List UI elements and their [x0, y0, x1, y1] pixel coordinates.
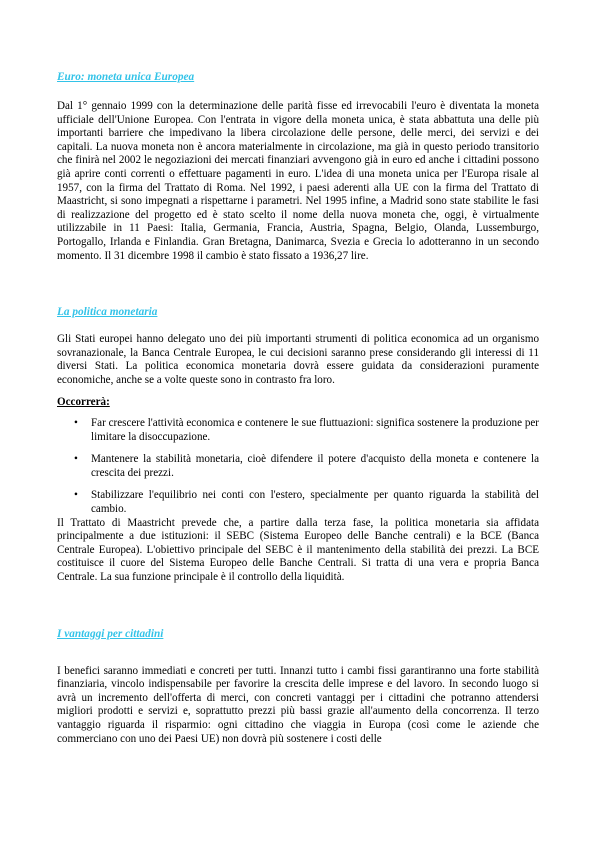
list-item-text: Mantenere la stabilità monetaria, cioè difendere il potere d'acquisto della moneta e contenere la crescita dei prezzi.: [91, 453, 539, 479]
list-item-text: Far crescere l'attività economica e contenere le sue fluttuazioni: significa sostenere la produzione per limitare la disoccupazione.: [91, 417, 539, 443]
section-heading-vantaggi[interactable]: I vantaggi per cittadini: [57, 627, 164, 640]
bullet-icon: •: [74, 489, 78, 502]
section-heading-euro[interactable]: Euro: moneta unica Europea: [57, 71, 195, 83]
subheading-occorrera: Occorrerà:: [57, 395, 110, 408]
document-page: [57, 70, 539, 746]
list-item: [57, 453, 539, 480]
bullet-icon: •: [74, 417, 78, 430]
paragraph-euro: Dal 1° gennaio 1999 con la determinazione delle parità fisse ed irrevocabili l'euro è diventata la moneta ufficiale dell'Unione Europea. Con l'entrata in vigore della moneta unica, è stata abbattuta una delle più importanti barriere che impedivano la libera circolazione delle persone, delle merci, dei servizi e dei capitali. La nuova moneta non è ancora materialmente in circolazione, ma già in questo periodo transitorio che finirà nel 2002 le negoziazioni dei mercati finanziari avvengono già in euro ed anche i cittadini possono già aprire conti correnti o effettuare pagamenti in euro. L'idea di una moneta unica per l'Europa risale al 1957, con la firma del Trattato di Roma. Nel 1992, i paesi aderenti alla UE con la firma del Trattato di Maastricht, si sono impegnati a rispettarne i parametri. Nel 1995 infine, a Madrid sono state stabilite le fasi di realizzazione del progetto ed è stato scelto il nome della nuova moneta che, oggi, è virtualmente utilizzabile in 11 Paesi: Italia, Germania, Francia, Austria, Spagna, Belgio, Olanda, Lussemburgo, Portogallo, Irlanda e Finlandia. Gran Bretagna, Danimarca, Svezia e Grecia lo adotteranno in un secondo momento. Il 31 dicembre 1998 il cambio è stato fissato a 1936,27 lire.: [57, 100, 539, 262]
list-item: [57, 489, 539, 516]
list-item-text: Stabilizzare l'equilibrio nei conti con l'estero, specialmente per quanto riguarda la stabilità del cambio.: [91, 489, 539, 516]
paragraph-maastricht: Il Trattato di Maastricht prevede che, a partire dalla terza fase, la politica monetaria sia affidata principalmente a due istituzioni: il SEBC (Sistema Europeo delle Banche centrali) e la BCE (Banca Centrale Europea). L'obiettivo principale del SEBC è il mantenimento della stabilità dei prezzi. La BCE costituisce il cuore del Sistema Europeo delle Banche Centrali. Si tratta di una vera e propria Banca Centrale. La sua funzione principale è il controllo della liquidità.: [57, 516, 539, 584]
paragraph-vantaggi: I benefici saranno immediati e concreti per tutti. Innanzi tutto i cambi fissi garantiranno una forte stabilità finanziaria, vincolo indispensabile per favorire la crescita delle imprese e del lavoro. In secondo luogo si avrà un incremento dell'offerta di merci, con concreti vantaggi per i cittadini che potranno attendersi migliori prodotti e servizi e, soprattutto prezzi più bassi grazie all'aumento della concorrenza. Il terzo vantaggio riguarda il risparmio: ogni cittadino che viaggia in Europa (così come le aziende che commerciano con uno dei Paesi UE) non dovrà più sostenere i costi delle: [57, 664, 539, 745]
bullet-icon: •: [74, 453, 78, 466]
bullet-list: [57, 417, 539, 517]
paragraph-politica-monetaria: Gli Stati europei hanno delegato uno dei più importanti strumenti di politica economica ad un organismo sovranazionale, la Banca Centrale Europea, le cui decisioni saranno prese considerando gli interessi di 11 diversi Stati. La politica economica monetaria dovrà essere guidata da considerazioni puramente economiche, anche se a volte queste sono in contrasto fra loro.: [57, 333, 539, 386]
list-item: [57, 417, 539, 444]
section-heading-politica-monetaria[interactable]: La politica monetaria: [57, 306, 158, 319]
